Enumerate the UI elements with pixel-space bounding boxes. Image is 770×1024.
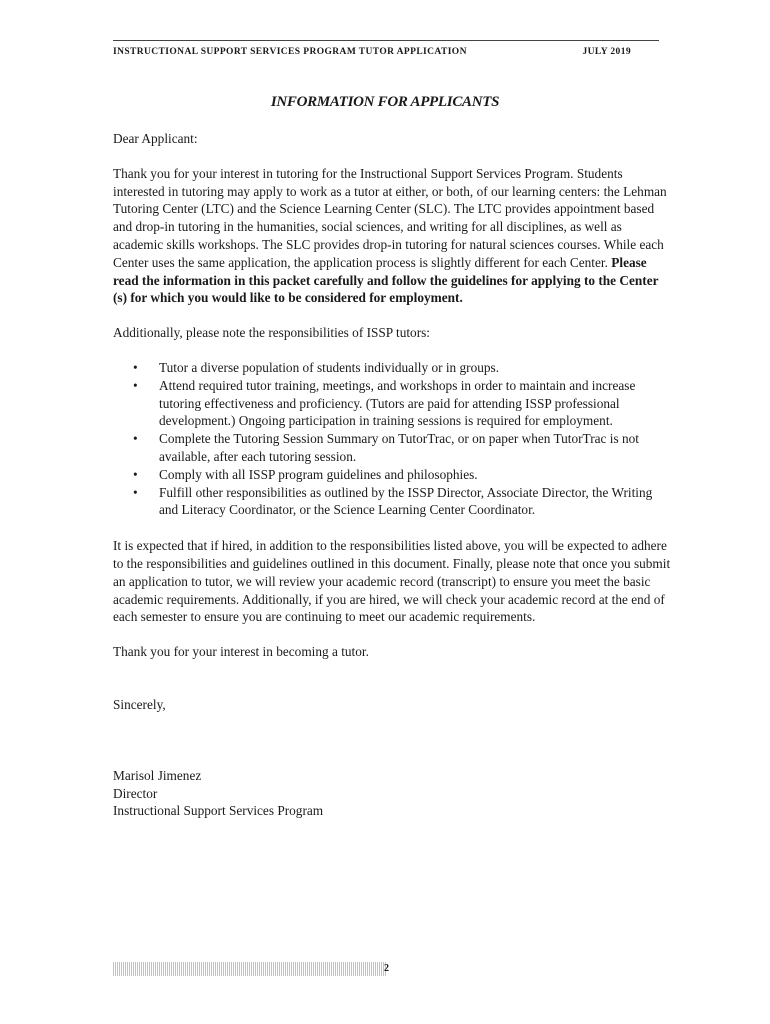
expectation-paragraph: It is expected that if hired, in addition to the responsibilities listed above, you will be expected to adhere to the responsibilities and guidelines outlined in this document. Finally, please note that once you submit an application to tutor, we will review your academic record (transcript) to ensure you meet the basic academic requirements. Additionally, if you are hired, we will check your academic record at the end of each semester to ensure you are continuing to meet our academic requirements. xyxy=(113,538,671,625)
header-title: INSTRUCTIONAL SUPPORT SERVICES PROGRAM TUTOR APPLICATION xyxy=(113,47,467,57)
signature-org: Instructional Support Services Program xyxy=(113,803,324,819)
signature-name: Marisol Jimenez xyxy=(113,767,202,783)
spacer xyxy=(113,678,673,696)
list-item xyxy=(113,430,673,466)
header-date: JULY 2019 xyxy=(582,47,631,57)
list-item xyxy=(113,484,673,520)
list-item-text: Complete the Tutoring Session Summary on TutorTrac, or on paper when TutorTrac is not available, after each tutoring session. xyxy=(159,431,639,464)
bullet-icon: • xyxy=(133,431,138,447)
bullet-icon: • xyxy=(133,484,138,500)
closing: Sincerely, xyxy=(113,696,166,712)
spacer xyxy=(113,731,673,749)
thanks-paragraph: Thank you for your interest in becoming a tutor. xyxy=(113,644,369,660)
list-item-text: Comply with all ISSP program guidelines and philosophies. xyxy=(159,466,478,482)
intro-text: Thank you for your interest in tutoring for the Instructional Support Services Program. Students interested in tutoring may apply to work as a tutor at either, or both, of our learning centers: the Lehman Tutoring Center (LTC) and the Science Learning Center (SLC). The LTC provides appointment based and drop-in tutoring in the humanities, social sciences, and writing for all disciplines, as well as academic skills workshops. The SLC provides drop-in tutoring for natural sciences courses. While each Center uses the same application, the application process is slightly different for each Center. xyxy=(113,165,667,270)
signature-block xyxy=(113,767,673,820)
bullet-icon: • xyxy=(133,466,138,482)
list-item-text: Tutor a diverse population of students individually or in groups. xyxy=(159,359,500,375)
bullet-icon: • xyxy=(133,377,138,393)
letter-body xyxy=(113,130,673,820)
responsibilities-list xyxy=(113,359,673,519)
running-header xyxy=(113,40,659,57)
salutation: Dear Applicant: xyxy=(113,131,198,146)
page-title: INFORMATION FOR APPLICANTS xyxy=(270,94,500,110)
intro-paragraph xyxy=(113,165,673,307)
responsibilities-intro: Additionally, please note the responsibilities of ISSP tutors: xyxy=(113,325,431,341)
list-item xyxy=(113,466,673,484)
intro-bold-text: Please read the information in this packet carefully and follow the guidelines for applying to the Center (s) for which you would like to be considered for employment. xyxy=(113,254,659,306)
list-item xyxy=(113,359,673,377)
list-item-text: Attend required tutor training, meetings, and workshops in order to maintain and increase tutoring effectiveness and proficiency. (Tutors are paid for attending ISSP professional development.) Ongoing participation in training sessions is required for employment. xyxy=(159,377,636,429)
list-item xyxy=(113,377,673,430)
spacer xyxy=(113,749,673,767)
footer-decoration xyxy=(113,962,386,976)
list-item-text: Fulfill other responsibilities as outlined by the ISSP Director, Associate Director, the Writing and Literacy Coordinator, or the Science Learning Center Coordinator. xyxy=(159,484,653,518)
signature-role: Director xyxy=(113,785,158,801)
page-number: 2 xyxy=(384,963,389,974)
bullet-icon: • xyxy=(133,359,138,375)
